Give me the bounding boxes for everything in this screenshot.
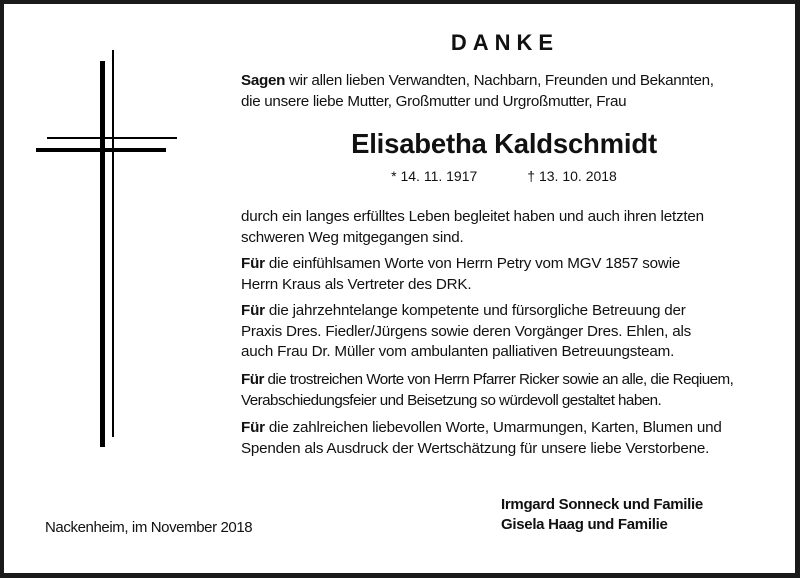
paragraph-thanks-pastor [241, 370, 733, 411]
paragraph-line: Herrn Kraus als Vertreter des DRK. [241, 275, 472, 293]
signer: Gisela Haag und Familie [501, 516, 668, 533]
paragraph-thanks-petry [241, 254, 680, 295]
intro-line-2: die unsere liebe Mutter, Großmutter und Urgroßmutter, Frau [241, 93, 627, 110]
cross-vertical-thick [100, 61, 105, 447]
paragraph-line: Verabschiedungsfeier und Beisetzung so würdevoll gestaltet haben. [241, 391, 662, 409]
place-date: Nackenheim, im November 2018 [45, 519, 253, 536]
paragraph-bold-word: Für [241, 255, 265, 272]
notice-title: DANKE [450, 30, 560, 55]
born-symbol: * [391, 168, 397, 184]
born-date: 14. 11. 1917 [400, 168, 478, 184]
signers [501, 495, 703, 535]
died-date: 13. 10. 2018 [538, 168, 617, 184]
cross-vertical-thin [112, 50, 114, 437]
intro-bold-word: Sagen [241, 72, 286, 89]
paragraph-line: Spenden als Ausdruck der Wertschätzung für unsere liebe Verstorbene. [241, 439, 710, 457]
cross-horizontal-thick [36, 148, 166, 152]
deceased-name: Elisabetha Kaldschmidt [351, 128, 657, 159]
paragraph-thanks-care [241, 301, 691, 363]
paragraph-bold-word: Für [241, 371, 264, 388]
paragraph-thanks-condolences [241, 418, 722, 459]
paragraph-bold-word: Für [241, 302, 265, 319]
life-dates [240, 168, 768, 184]
paragraph-bold-word: Für [241, 419, 265, 436]
paragraph-line: durch ein langes erfülltes Leben begleitet haben und auch ihren letzten [241, 208, 704, 225]
signer: Irmgard Sonneck und Familie [501, 496, 703, 513]
paragraph-line: die jahrzehntelange kompetente und fürsorgliche Betreuung der [264, 302, 686, 319]
intro-text [241, 70, 714, 112]
paragraph-life [241, 207, 704, 248]
paragraph-line: die einfühlsamen Worte von Herrn Petry vom MGV 1857 sowie [264, 255, 681, 272]
cross-horizontal-thin [47, 137, 177, 139]
paragraph-line: auch Frau Dr. Müller vom ambulanten palliativen Betreuungsteam. [241, 343, 675, 360]
paragraph-line: schweren Weg mitgegangen sind. [241, 228, 464, 246]
intro-line-1: wir allen lieben Verwandten, Nachbarn, Freunden und Bekannten, [285, 72, 714, 89]
died-symbol: † [527, 168, 536, 184]
paragraph-line: Praxis Dres. Fiedler/Jürgens sowie deren Vorgänger Dres. Ehlen, als [241, 322, 692, 340]
paragraph-line: die zahlreichen liebevollen Worte, Umarmungen, Karten, Blumen und [264, 419, 722, 436]
paragraph-line: die trostreichen Worte von Herrn Pfarrer Ricker sowie an alle, die Reqiuem, [267, 371, 734, 388]
